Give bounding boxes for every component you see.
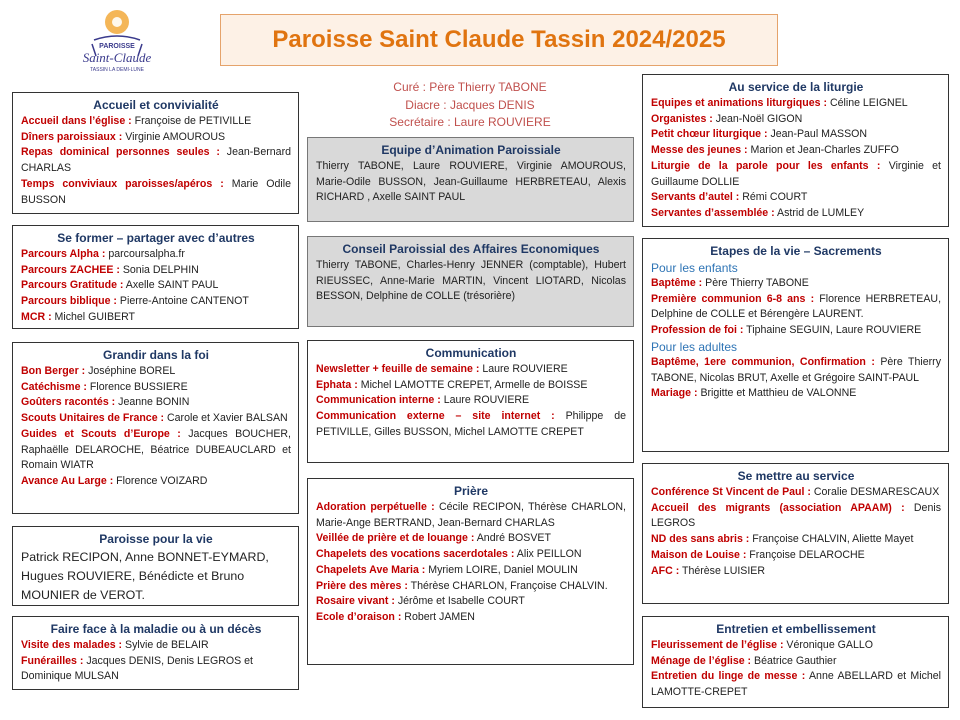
section-title: Conseil Paroissial des Affaires Economiques (342, 242, 600, 256)
list-item: Adoration perpétuelle : Cécile RECIPON, Thérèse CHARLON, Marie-Ange BERTRAND, Jean-Bernard CHARLAS (316, 501, 626, 529)
clergy-secretaire: Secrétaire : Laure ROUVIERE (389, 115, 551, 129)
list-item: Guides et Scouts d’Europe : Jacques BOUCHER, Raphaëlle DELAROCHE, Béatrice DUBEAUCLARD et Romain WIATR (21, 427, 292, 472)
list-item: Equipes et animations liturgiques : Céline LEIGNEL (651, 97, 908, 109)
list-item: Messe des jeunes : Marion et Jean-Charles ZUFFO (651, 144, 899, 157)
list-item: Conférence St Vincent de Paul : Coralie DESMARESCAUX (651, 486, 940, 498)
section-text: Patrick RECIPON, Anne BONNET-EYMARD, Hugues ROUVIERE, Bénédicte et Bruno MOUNIER de VEROT. (21, 550, 269, 602)
section-text: Thierry TABONE, Charles-Henry JENNER (comptable), Hubert RIEUSSEC, Anne-Marie MARTIN, Vincent LIOTARD, Nicolas BESSON, Delphine de COLLE (trésorière) (316, 259, 626, 303)
section-text: Thierry TABONE, Laure ROUVIERE, Virginie AMOUROUS, Marie-Odile BUSSON, Jean-Guillaume HERBRETEAU, Alexis RICHARD , Axelle SAINT PAUL (316, 160, 626, 204)
subheading-enfants: Pour les enfants (651, 261, 738, 275)
list-item: Baptême, 1ere communion, Confirmation : Père Thierry TABONE, Nicolas BRUT, Axelle et Grégoire SAINT-PAUL (651, 355, 941, 384)
section-entretien (642, 616, 949, 708)
section-title: Se former – partager avec d’autres (57, 231, 255, 245)
list-item: Funérailles : Jacques DENIS, Denis LEGROS et Dominique MULSAN (21, 654, 253, 683)
list-item: Prière des mères : Thérèse CHARLON, Françoise CHALVIN. (316, 579, 608, 592)
section-sacrements (642, 238, 949, 452)
list-item: Liturgie de la parole pour les enfants : Virginie et Guillaume DOLLIE (651, 159, 941, 188)
list-item: Maison de Louise : Françoise DELAROCHE (651, 548, 865, 561)
list-item: Chapelets Ave Maria : Myriem LOIRE, Daniel MOULIN (316, 563, 578, 576)
list-item: Visite des malades : Sylvie de BELAIR (21, 639, 209, 651)
section-title: Entretien et embellissement (716, 622, 876, 636)
list-item: Chapelets des vocations sacerdotales : Alix PEILLON (316, 548, 582, 561)
list-item: Parcours biblique : Pierre-Antoine CANTENOT (21, 295, 249, 308)
list-item: Newsletter + feuille de semaine : Laure ROUVIERE (316, 363, 568, 375)
section-title: Paroisse pour la vie (99, 532, 213, 546)
parish-logo-icon (72, 4, 162, 84)
section-title: Etapes de la vie – Sacrements (710, 244, 882, 258)
list-item: Dîners paroissiaux : Virginie AMOUROUS (21, 130, 226, 143)
list-item: Première communion 6-8 ans : Florence HERBRETEAU, Delphine de COLLE et Bérengère LAURENT. (651, 292, 942, 321)
page-title: Paroisse Saint Claude Tassin 2024/2025 (272, 26, 726, 53)
list-item: Bon Berger : Joséphine BOREL (21, 365, 176, 377)
list-item: Communication interne : Laure ROUVIERE (316, 394, 530, 407)
clergy-list (370, 79, 570, 132)
list-item: Ephata : Michel LAMOTTE CREPET, Armelle de BOISSE (316, 378, 588, 391)
list-item: AFC : Thérèse LUISIER (651, 564, 766, 577)
list-item: Accueil dans l’église : Françoise de PETIVILLE (21, 115, 252, 127)
list-item: Baptême : Père Thierry TABONE (651, 277, 809, 289)
list-item: Rosaire vivant : Jérôme et Isabelle COURT (316, 595, 525, 608)
section-cpae (307, 236, 634, 327)
section-title: Accueil et convivialité (93, 98, 219, 112)
section-vie (12, 526, 299, 606)
section-title: Au service de la liturgie (728, 80, 864, 94)
list-item: ND des sans abris : Françoise CHALVIN, Aliette Mayet (651, 533, 914, 546)
list-item: Veillée de prière et de louange : André BOSVET (316, 532, 551, 545)
logo-line2: Saint-Claude (82, 50, 152, 65)
list-item: Mariage : Brigitte et Matthieu de VALONNE (651, 387, 857, 400)
section-title: Se mettre au service (737, 469, 855, 483)
list-item: Parcours Alpha : parcoursalpha.fr (21, 248, 185, 260)
section-priere (307, 478, 634, 665)
list-item: Temps conviviaux paroisses/apéros : Marie Odile BUSSON (21, 177, 292, 206)
list-item: Servants d’autel : Rémi COURT (651, 191, 808, 204)
section-service (642, 463, 949, 604)
list-item: Organistes : Jean-Noël GIGON (651, 112, 803, 125)
list-item: Parcours Gratitude : Axelle SAINT PAUL (21, 279, 219, 292)
list-item: MCR : Michel GUIBERT (21, 310, 136, 323)
parish-logo (72, 4, 162, 84)
list-item: Accueil des migrants (association APAAM) : Denis LEGROS (651, 501, 941, 530)
logo-line3: TASSIN LA DEMI-LUNE (90, 67, 144, 73)
list-item: Communication externe – site internet : Philippe de PETIVILLE, Gilles BUSSON, Michel LAMOTTE CREPET (316, 410, 626, 438)
list-item: Profession de foi : Tiphaine SEGUIN, Laure ROUVIERE (651, 324, 922, 337)
list-item: Ménage de l’église : Béatrice Gauthier (651, 654, 837, 667)
section-title: Grandir dans la foi (102, 348, 210, 362)
title-banner (220, 14, 778, 66)
section-title: Equipe d’Animation Paroissiale (381, 143, 561, 157)
section-title: Faire face à la maladie ou à un décès (50, 622, 262, 636)
list-item: Avance Au Large : Florence VOIZARD (21, 474, 208, 487)
section-accueil (12, 92, 299, 214)
section-communication (307, 340, 634, 463)
list-item: Catéchisme : Florence BUSSIERE (21, 380, 188, 393)
list-item: Petit chœur liturgique : Jean-Paul MASSON (651, 128, 868, 141)
clergy-cure: Curé : Père Thierry TABONE (393, 80, 547, 94)
list-item: Servantes d’assemblée : Astrid de LUMLEY (651, 206, 865, 219)
section-former (12, 225, 299, 329)
list-item: Repas dominical personnes seules : Jean-Bernard CHARLAS (21, 146, 291, 175)
logo-line1: PAROISSE (99, 43, 135, 50)
section-maladie (12, 616, 299, 690)
section-title: Prière (453, 484, 489, 498)
section-liturgie (642, 74, 949, 227)
section-eap (307, 137, 634, 222)
section-grandir (12, 342, 299, 514)
list-item: Ecole d’oraison : Robert JAMEN (316, 610, 475, 623)
list-item: Parcours ZACHEE : Sonia DELPHIN (21, 263, 199, 276)
subheading-adultes: Pour les adultes (651, 339, 738, 354)
list-item: Fleurissement de l’église : Véronique GALLO (651, 639, 873, 651)
list-item: Scouts Unitaires de France : Carole et Xavier BALSAN (21, 412, 288, 425)
list-item: Goûters racontés : Jeanne BONIN (21, 396, 190, 409)
section-title: Communication (425, 346, 517, 360)
list-item: Entretien du linge de messe : Anne ABELLARD et Michel LAMOTTE-CREPET (651, 670, 941, 699)
clergy-diacre: Diacre : Jacques DENIS (405, 97, 535, 112)
